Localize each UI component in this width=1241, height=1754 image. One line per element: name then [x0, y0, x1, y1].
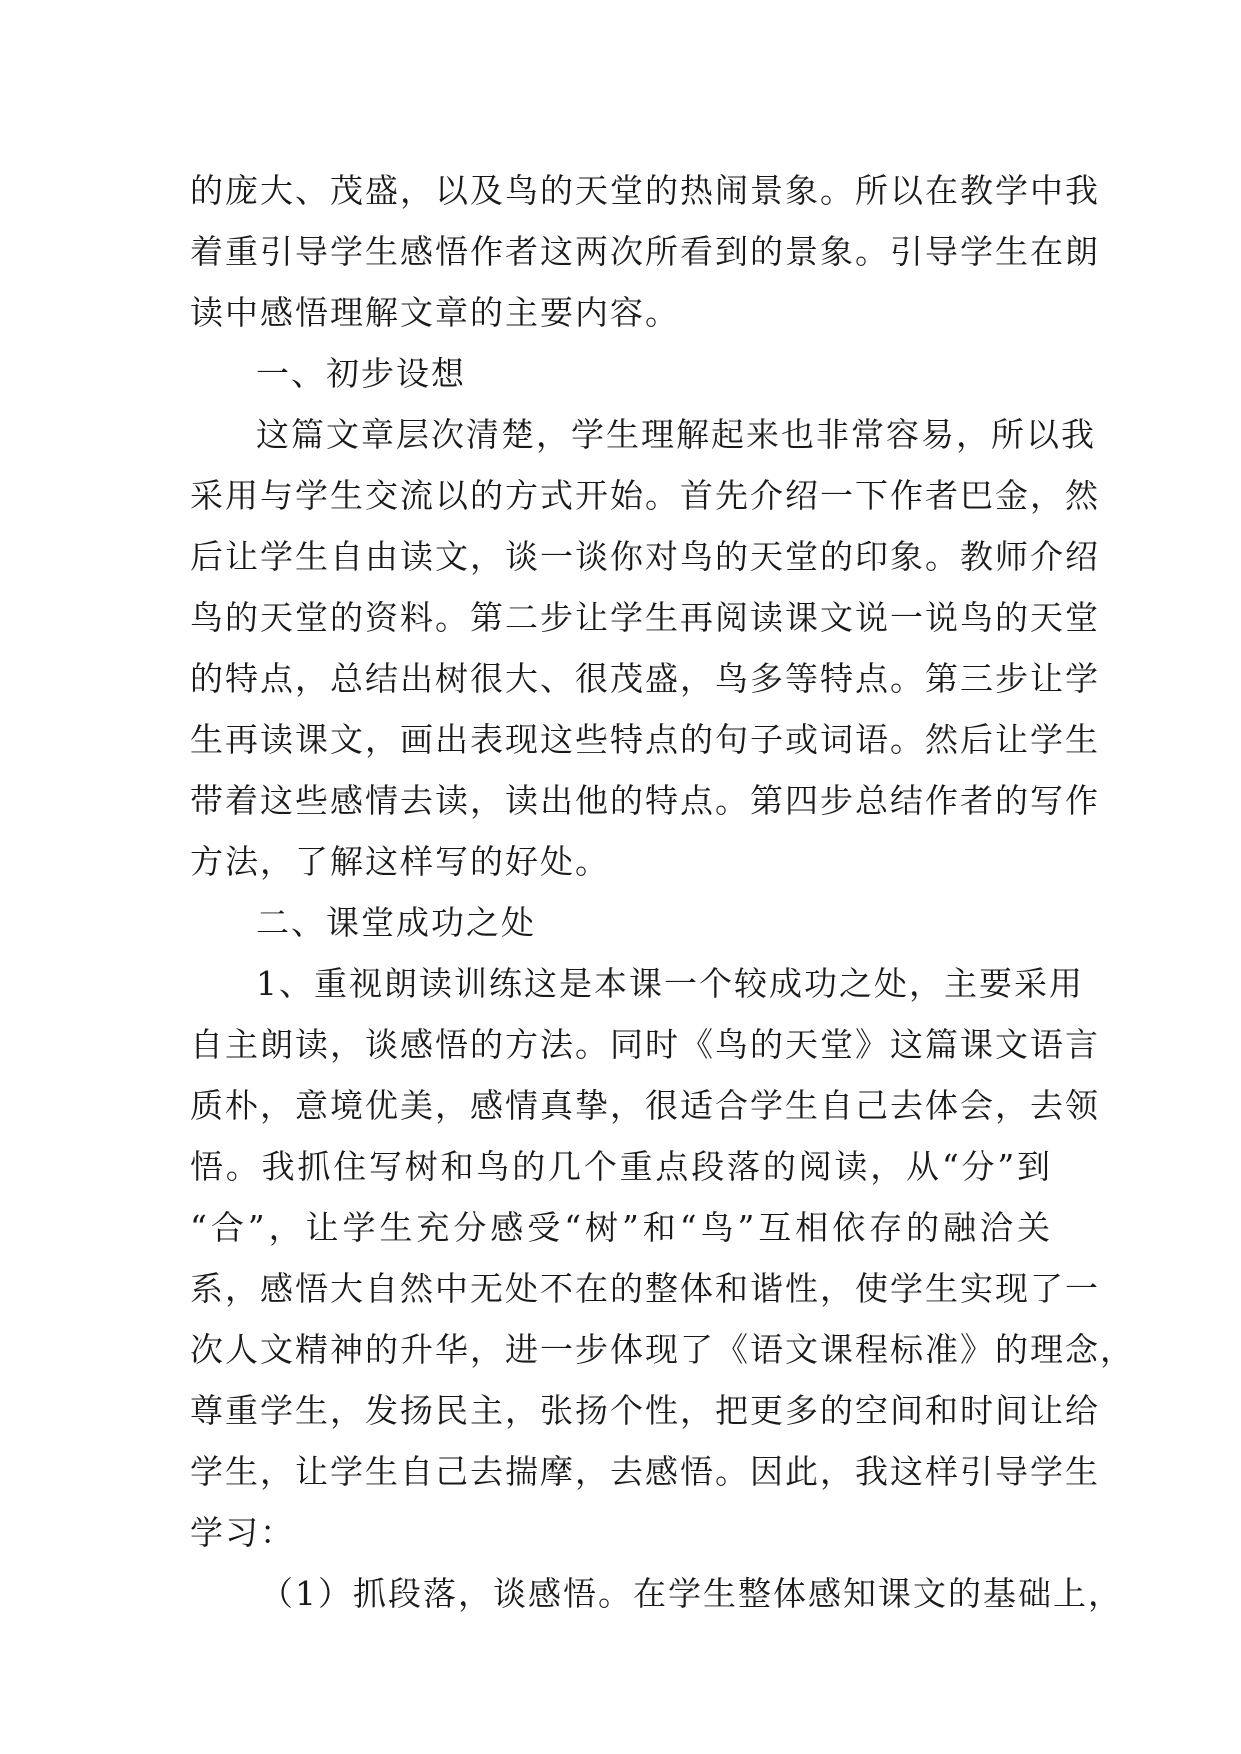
text-line: 采用与学生交流以的方式开始。首先介绍一下作者巴金，然 [190, 476, 1100, 515]
text-line: 带着这些感情去读，读出他的特点。第四步总结作者的写作 [190, 781, 1100, 820]
text-line: 这篇文章层次清楚，学生理解起来也非常容易，所以我 [256, 415, 1096, 454]
text-line: 悟。我抓住写树和鸟的几个重点段落的阅读，从“分”到 [190, 1147, 1052, 1186]
text-line: （1）抓段落，谈感悟。在学生整体感知课文的基础上， [260, 1574, 1123, 1613]
text-line: 系，感悟大自然中无处不在的整体和谐性，使学生实现了一 [190, 1269, 1100, 1308]
text-line: 次人文精神的升华，进一步体现了《语文课程标准》的理念， [190, 1330, 1135, 1369]
text-line: 尊重学生，发扬民主，张扬个性，把更多的空间和时间让给 [190, 1391, 1100, 1430]
text-line: 的特点，总结出树很大、很茂盛，鸟多等特点。第三步让学 [190, 659, 1100, 698]
text-line: 方法，了解这样写的好处。 [190, 842, 610, 881]
text-line: 生再读课文，画出表现这些特点的句子或词语。然后让学生 [190, 720, 1100, 759]
section-heading: 二、课堂成功之处 [256, 903, 536, 942]
text-line: 质朴，意境优美，感情真挚，很适合学生自己去体会，去领 [190, 1086, 1100, 1125]
document-body [190, 160, 1135, 1624]
section-heading: 一、初步设想 [256, 354, 466, 393]
text-line: 着重引导学生感悟作者这两次所看到的景象。引导学生在朗 [190, 232, 1100, 271]
text-line: 读中感悟理解文章的主要内容。 [190, 293, 680, 332]
text-line: “合”，让学生充分感受“树”和“鸟”互相依存的融洽关 [190, 1208, 1052, 1247]
text-line: 自主朗读，谈感悟的方法。同时《鸟的天堂》这篇课文语言 [190, 1025, 1100, 1064]
text-line: 后让学生自由读文，谈一谈你对鸟的天堂的印象。教师介绍 [190, 537, 1100, 576]
text-line: 学习： [190, 1513, 295, 1552]
text-line: 鸟的天堂的资料。第二步让学生再阅读课文说一说鸟的天堂 [190, 598, 1100, 637]
text-line: 1、重视朗读训练这是本课一个较成功之处，主要采用 [256, 964, 1084, 1003]
text-line: 的庞大、茂盛，以及鸟的天堂的热闹景象。所以在教学中我 [190, 171, 1100, 210]
text-line: 学生，让学生自己去揣摩，去感悟。因此，我这样引导学生 [190, 1452, 1100, 1491]
